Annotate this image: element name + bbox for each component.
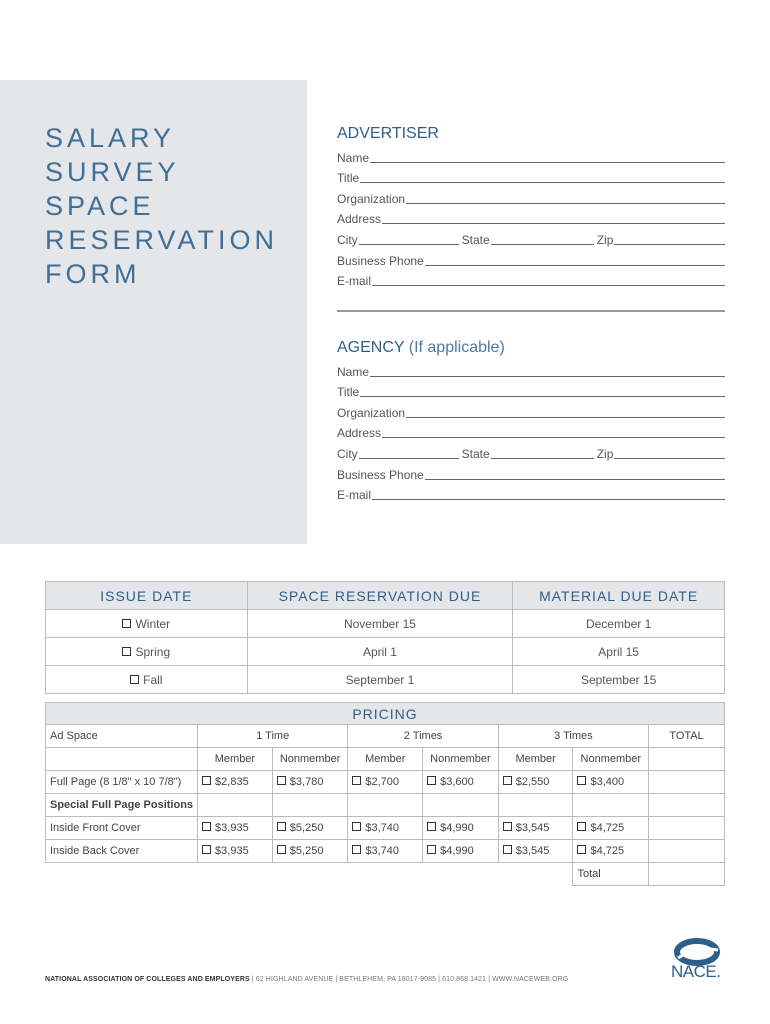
member-header: Member: [348, 748, 423, 771]
price-value: $5,250: [289, 845, 324, 857]
price-option[interactable]: [498, 771, 573, 794]
checkbox-icon[interactable]: [352, 822, 361, 831]
price-option[interactable]: [198, 840, 273, 863]
table-cell: April 15: [513, 638, 725, 666]
agency-section: [337, 338, 725, 502]
checkbox-icon[interactable]: [577, 845, 586, 854]
special-positions-label: Special Full Page Positions: [46, 794, 198, 817]
field-label: Title: [337, 171, 360, 186]
frequency-header: 3 Times: [498, 725, 648, 748]
agency-phone-field[interactable]: [425, 467, 725, 480]
field-label: E-mail: [337, 274, 372, 289]
ad-space-label: Full Page (8 1/8" x 10 7/8"): [46, 771, 198, 794]
checkbox-icon[interactable]: [202, 822, 211, 831]
checkbox-icon[interactable]: [277, 845, 286, 854]
price-value: $4,725: [590, 822, 625, 834]
table-row: [46, 863, 725, 886]
advertiser-organization-row: [337, 185, 725, 206]
agency-address-row: [337, 420, 725, 441]
field-label: Title: [337, 385, 360, 400]
issue-option-fall[interactable]: [46, 666, 248, 694]
price-value: $3,400: [590, 776, 625, 788]
agency-address-field[interactable]: [382, 425, 725, 438]
table-cell: November 15: [247, 610, 513, 638]
pricing-table: [45, 702, 725, 886]
price-value: $3,545: [515, 845, 550, 857]
price-option[interactable]: [423, 771, 499, 794]
grand-total-field[interactable]: [649, 863, 725, 886]
price-option[interactable]: [272, 817, 348, 840]
price-option[interactable]: [423, 840, 499, 863]
advertiser-organization-field[interactable]: [406, 191, 725, 204]
field-label: City: [337, 232, 358, 247]
member-header: Member: [198, 748, 273, 771]
checkbox-icon[interactable]: [352, 776, 361, 785]
table-row: [46, 794, 725, 817]
price-value: $3,740: [365, 845, 400, 857]
price-option[interactable]: [198, 817, 273, 840]
field-label: Zip: [596, 446, 614, 461]
issue-label: Spring: [135, 644, 171, 659]
ad-space-label: Inside Front Cover: [46, 817, 198, 840]
field-label: Business Phone: [337, 253, 424, 268]
issue-label: Winter: [135, 616, 171, 631]
table-row: [46, 638, 725, 666]
form-title-line: SURVEY: [45, 157, 180, 187]
price-option[interactable]: [198, 771, 273, 794]
advertiser-name-row: [337, 144, 725, 165]
field-label: Business Phone: [337, 467, 424, 482]
price-option[interactable]: [272, 840, 348, 863]
price-option[interactable]: [498, 817, 573, 840]
table-cell: [46, 748, 198, 771]
advertiser-city-field[interactable]: [359, 232, 459, 245]
footer-org: NATIONAL ASSOCIATION OF COLLEGES AND EMPLOYERS: [45, 976, 250, 983]
advertiser-heading: ADVERTISER: [337, 125, 439, 142]
nonmember-header: Nonmember: [423, 748, 499, 771]
agency-city-row: [337, 440, 725, 461]
advertiser-section: [337, 124, 725, 288]
footer-contact: | 62 HIGHLAND AVENUE | BETHLEHEM, PA 18017-9085 | 610.868.1421 | WWW.NACEWEB.ORG: [249, 976, 569, 983]
advertiser-address-row: [337, 206, 725, 227]
table-cell: September 1: [247, 666, 513, 694]
agency-heading-text: AGENCY: [337, 339, 405, 356]
price-value: $2,550: [515, 776, 550, 788]
checkbox-icon[interactable]: [352, 845, 361, 854]
price-option[interactable]: [348, 840, 423, 863]
field-label: Name: [337, 150, 370, 165]
price-value: $2,700: [365, 776, 400, 788]
agency-zip-field[interactable]: [614, 446, 725, 459]
price-option[interactable]: [573, 771, 649, 794]
price-value: $2,835: [215, 776, 249, 788]
total-cell[interactable]: [649, 748, 725, 771]
total-cell[interactable]: [649, 840, 725, 863]
advertiser-title-row: [337, 165, 725, 186]
form-title-line: SPACE: [45, 191, 155, 221]
footer: [45, 976, 568, 983]
checkbox-icon[interactable]: [277, 776, 286, 785]
field-label: Organization: [337, 191, 406, 206]
table-row: [46, 817, 725, 840]
advertiser-city-row: [337, 226, 725, 247]
ad-space-header: Ad Space: [46, 725, 198, 748]
table-cell: December 1: [513, 610, 725, 638]
price-option[interactable]: [348, 771, 423, 794]
price-value: $4,990: [440, 822, 474, 834]
table-cell: [272, 794, 348, 817]
price-value: $3,740: [365, 822, 400, 834]
material-due-header: MATERIAL DUE DATE: [513, 582, 725, 610]
form-title: [45, 121, 278, 291]
advertiser-email-row: [337, 268, 725, 289]
agency-organization-field[interactable]: [406, 405, 725, 418]
checkbox-icon[interactable]: [427, 822, 436, 831]
agency-phone-row: [337, 461, 725, 482]
total-cell[interactable]: [649, 794, 725, 817]
nonmember-header: Nonmember: [573, 748, 649, 771]
field-label: Name: [337, 364, 370, 379]
field-label: Address: [337, 212, 382, 227]
advertiser-address-field[interactable]: [382, 211, 725, 224]
issue-option-spring[interactable]: [46, 638, 248, 666]
price-value: $3,935: [215, 822, 249, 834]
form-title-line: SALARY: [45, 123, 176, 153]
checkbox-icon[interactable]: [202, 776, 211, 785]
issue-date-table: [45, 581, 725, 694]
form-title-line: FORM: [45, 259, 141, 289]
issue-date-header: ISSUE DATE: [46, 582, 248, 610]
field-label: Zip: [596, 232, 614, 247]
checkbox-icon[interactable]: [427, 845, 436, 854]
checkbox-icon[interactable]: [130, 675, 139, 684]
agency-title-row: [337, 379, 725, 400]
frequency-header: 1 Time: [198, 725, 348, 748]
agency-city-field[interactable]: [359, 446, 459, 459]
field-label: Organization: [337, 405, 406, 420]
table-header-row: [46, 582, 725, 610]
table-row: [46, 840, 725, 863]
total-cell[interactable]: [649, 771, 725, 794]
ad-space-label: Inside Back Cover: [46, 840, 198, 863]
frequency-header: 2 Times: [348, 725, 498, 748]
price-option[interactable]: [423, 817, 499, 840]
field-label: State: [461, 446, 490, 461]
agency-name-row: [337, 358, 725, 379]
agency-email-row: [337, 482, 725, 503]
checkbox-icon[interactable]: [427, 776, 436, 785]
price-value: $3,600: [440, 776, 474, 788]
price-value: $3,780: [289, 776, 324, 788]
checkbox-icon[interactable]: [503, 822, 512, 831]
agency-title-field[interactable]: [360, 384, 725, 397]
form-title-line: RESERVATION: [45, 225, 279, 255]
agency-state-field[interactable]: [491, 446, 594, 459]
table-cell: [573, 794, 649, 817]
total-row-label: Total: [573, 863, 649, 886]
price-option[interactable]: [272, 771, 348, 794]
table-cell: [348, 794, 423, 817]
issue-label: Fall: [143, 672, 163, 687]
field-label: State: [461, 232, 490, 247]
advertiser-name-field[interactable]: [370, 150, 725, 163]
advertiser-phone-row: [337, 247, 725, 268]
advertiser-email-field[interactable]: [372, 273, 725, 286]
price-value: $4,725: [590, 845, 625, 857]
logo-text: NACE.: [671, 962, 721, 981]
field-label: Address: [337, 426, 382, 441]
pricing-title: PRICING: [46, 703, 725, 725]
advertiser-zip-field[interactable]: [614, 232, 725, 245]
table-cell: [198, 794, 273, 817]
space-reservation-header: SPACE RESERVATION DUE: [247, 582, 513, 610]
advertiser-title-field[interactable]: [360, 170, 725, 183]
total-cell[interactable]: [649, 817, 725, 840]
price-option[interactable]: [573, 817, 649, 840]
table-cell: September 15: [513, 666, 725, 694]
member-header: Member: [498, 748, 573, 771]
agency-name-field[interactable]: [370, 364, 725, 377]
table-row: [46, 771, 725, 794]
price-value: $5,250: [289, 822, 324, 834]
table-cell: April 1: [247, 638, 513, 666]
advertiser-state-field[interactable]: [491, 232, 594, 245]
section-divider: [337, 310, 725, 312]
table-row: [46, 666, 725, 694]
checkbox-icon[interactable]: [503, 776, 512, 785]
checkbox-icon[interactable]: [577, 776, 586, 785]
checkbox-icon[interactable]: [503, 845, 512, 854]
price-value: $4,990: [440, 845, 474, 857]
issue-option-winter[interactable]: [46, 610, 248, 638]
advertiser-phone-field[interactable]: [425, 253, 725, 266]
agency-heading: [337, 338, 725, 358]
price-option[interactable]: [348, 817, 423, 840]
total-header: TOTAL: [649, 725, 725, 748]
price-option[interactable]: [498, 840, 573, 863]
agency-heading-note: (If applicable): [408, 339, 505, 356]
field-label: City: [337, 446, 358, 461]
price-value: $3,935: [215, 845, 249, 857]
checkbox-icon[interactable]: [202, 845, 211, 854]
field-label: E-mail: [337, 488, 372, 503]
table-cell: [423, 794, 499, 817]
table-cell: [498, 794, 573, 817]
nonmember-header: Nonmember: [272, 748, 348, 771]
agency-organization-row: [337, 399, 725, 420]
table-row: [46, 610, 725, 638]
checkbox-icon[interactable]: [577, 822, 586, 831]
checkbox-icon[interactable]: [277, 822, 286, 831]
agency-email-field[interactable]: [372, 487, 725, 500]
checkbox-icon[interactable]: [122, 647, 131, 656]
price-option[interactable]: [573, 840, 649, 863]
price-value: $3,545: [515, 822, 550, 834]
checkbox-icon[interactable]: [122, 619, 131, 628]
table-cell: [46, 863, 573, 886]
